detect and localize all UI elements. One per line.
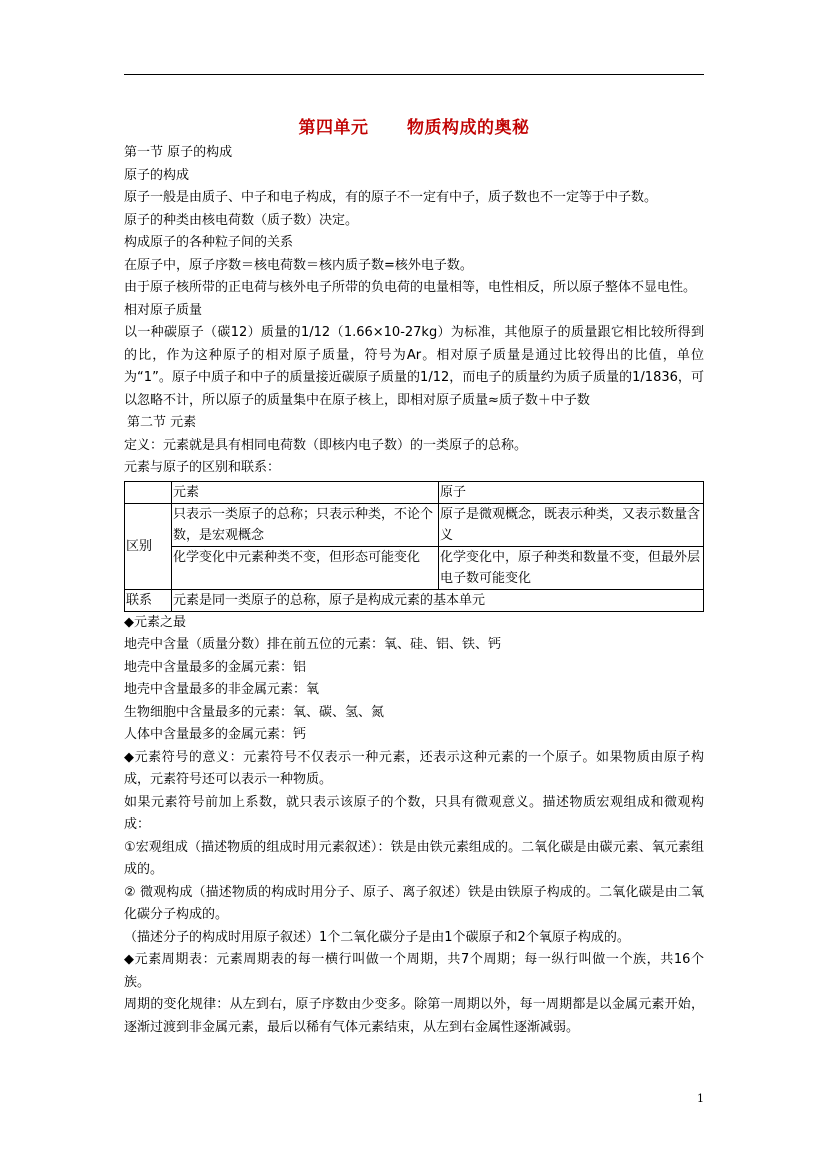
section-heading: 第一节 原子的构成 [124, 145, 233, 160]
paragraph: 地壳中含量最多的金属元素：铝 [124, 659, 307, 675]
bullet-paragraph: ◆元素符号的意义：元素符号不仅表示一种元素，还表示这种元素的一个原子。如果物质由原子构成，元素符号还可以表示一种物质。 [124, 749, 704, 787]
paragraph: 原子一般是由质子、中子和电子构成，有的原子不一定有中子，质子数也不一定等于中子数。 [124, 190, 658, 205]
subheading: 构成原子的各种粒子间的关系 [124, 235, 294, 250]
bullet-heading: ◆元素之最 [124, 614, 186, 630]
row-label-relation: 联系 [125, 589, 172, 611]
paragraph: 在原子中，原子序数＝核电荷数＝核内质子数=核外电子数。 [124, 257, 473, 273]
definition: 定义：元素就是具有相同电荷数（即核内电子数）的一类原子的总称。 [124, 437, 528, 453]
paragraph: （描述分子的构成时用原子叙述）1个二氧化碳分子是由1个碳原子和2个氧原子构成的。 [124, 929, 630, 945]
table-row [125, 589, 704, 611]
table-row [125, 503, 704, 546]
paragraph: 由于原子核所带的正电荷与核外电子所带的负电荷的电量相等，电性相反，所以原子整体不显电性。 [124, 280, 697, 295]
section-heading: 第二节 元素 [127, 415, 197, 430]
paragraph: 周期的变化规律：从左到右，原子序数由少变多。除第一周期以外，每一周期都是以金属元素开始，逐渐过渡到非金属元素，最后以稀有气体元素结束，从左到右金属性逐渐减弱。 [124, 997, 704, 1035]
paragraph: 原子的种类由核电荷数（质子数）决定。 [124, 212, 359, 228]
table-header-cell: 元素 [172, 481, 439, 503]
table-cell: 化学变化中，原子种类和数量不变，但最外层电子数可能变化 [439, 546, 704, 589]
document-body [124, 142, 704, 1039]
paragraph: ①宏观组成（描述物质的组成时用元素叙述）：铁是由铁元素组成的。二氧化碳是由碳元素、氧元素组成的。 [124, 839, 704, 877]
table-cell: 化学变化中元素种类不变，但形态可能变化 [172, 546, 439, 589]
page-number: 1 [697, 1092, 704, 1105]
subheading: 原子的构成 [124, 167, 190, 183]
table-cell: 只表示一类原子的总称；只表示种类，不论个数，是宏观概念 [172, 503, 439, 546]
paragraph: 地壳中含量（质量分数）排在前五位的元素：氧、硅、铝、铁、钙 [124, 637, 502, 652]
table-header-cell: 原子 [439, 481, 704, 503]
paragraph: ② 微观构成（描述物质的构成时用分子、原子、离子叙述）铁是由铁原子构成的。二氧化碳是由二氧化碳分子构成的。 [124, 884, 704, 922]
paragraph: 地壳中含量最多的非金属元素：氧 [124, 682, 320, 697]
element-atom-table [124, 481, 704, 612]
page-title: 第四单元 物质构成的奥秘 [298, 118, 530, 138]
table-caption: 元素与原子的区别和联系： [124, 460, 281, 475]
table-header-row [125, 481, 704, 503]
paragraph: 如果元素符号前加上系数，就只表示该原子的个数，只具有微观意义。描述物质宏观组成和微观构成： [124, 794, 704, 832]
table-row [125, 546, 704, 589]
paragraph: 生物细胞中含量最多的元素：氧、碳、氢、氮 [124, 704, 385, 720]
paragraph: 以一种碳原子（碳12）质量的1/12（1.66×10-27kg）为标准，其他原子的质量跟它相比较所得到的比，作为这种原子的相对原子质量，符号为Ar。相对原子质量是通过比较得出的比值，单位为“1”。原子中质子和中子的质量接近碳原子质量的1/12，而电子的质量约为质子质量的1/1836，可以忽略不计，所以原子的质量集中在原子核上，即相对原子质量≈质子数＋中子数 [124, 325, 704, 408]
subheading: 相对原子质量 [124, 302, 203, 318]
row-label-difference: 区别 [125, 503, 172, 589]
header-rule [124, 74, 704, 75]
paragraph: 人体中含量最多的金属元素：钙 [124, 727, 307, 742]
table-cell: 元素是同一类原子的总称，原子是构成元素的基本单元 [172, 589, 704, 611]
table-header-cell [125, 481, 172, 503]
table-cell: 原子是微观概念，既表示种类，又表示数量含义 [439, 503, 704, 546]
bullet-paragraph: ◆元素周期表：元素周期表的每一横行叫做一个周期，共7个周期；每一纵行叫做一个族，共16个族。 [124, 952, 704, 990]
